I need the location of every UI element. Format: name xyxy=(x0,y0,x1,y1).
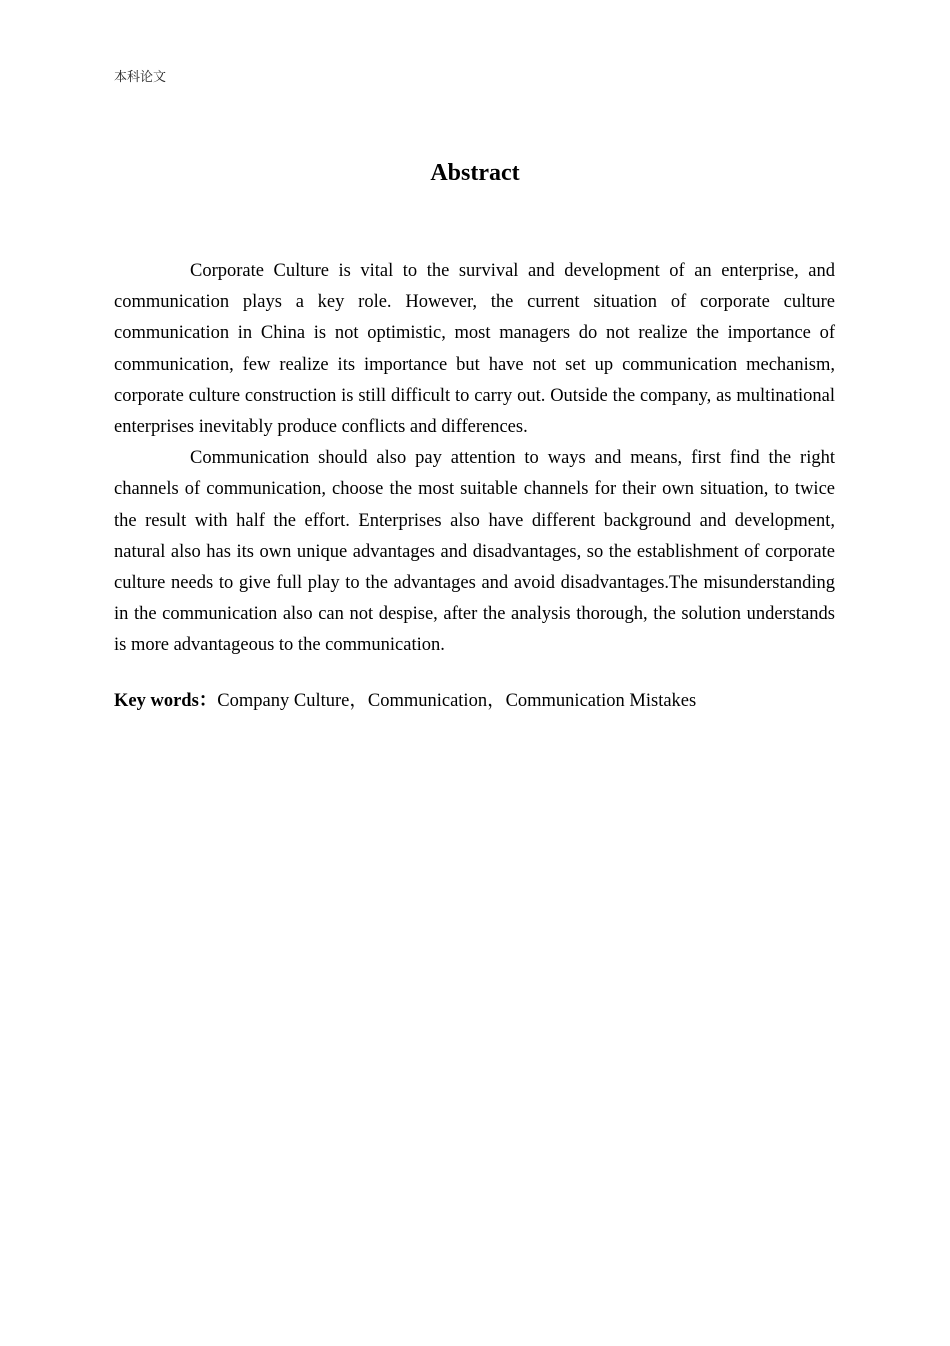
running-header: 本科论文 xyxy=(114,70,167,85)
keywords-text: Company Culture，Communication，Communication Mistakes xyxy=(217,691,697,711)
abstract-paragraph-2: Communication should also pay attention to ways and means, first find the right channels of communication, choose the most suitable channels for their own situation, to twice the result with half the effort. Enterprises also have different background and development, natural also has its own unique advantages and disadvantages, so the establishment of corporate culture needs to give full play to the advantages and avoid disadvantages.The misunderstanding in the communication also can not despise, after the analysis thorough, the solution understands is more advantageous to the communication. xyxy=(114,448,835,656)
keywords-line xyxy=(114,686,835,717)
keywords-label: Key words： xyxy=(114,691,218,711)
abstract-title: Abstract xyxy=(430,160,520,186)
abstract-body xyxy=(114,256,835,662)
abstract-paragraph-1: Corporate Culture is vital to the survival and development of an enterprise, and communication plays a key role. However, the current situation of corporate culture communication in China is not optimistic, most managers do not realize the importance of communication, few realize its importance but have not set up communication mechanism, corporate culture construction is still difficult to carry out. Outside the company, as multinational enterprises inevitably produce conflicts and differences. xyxy=(114,261,835,438)
